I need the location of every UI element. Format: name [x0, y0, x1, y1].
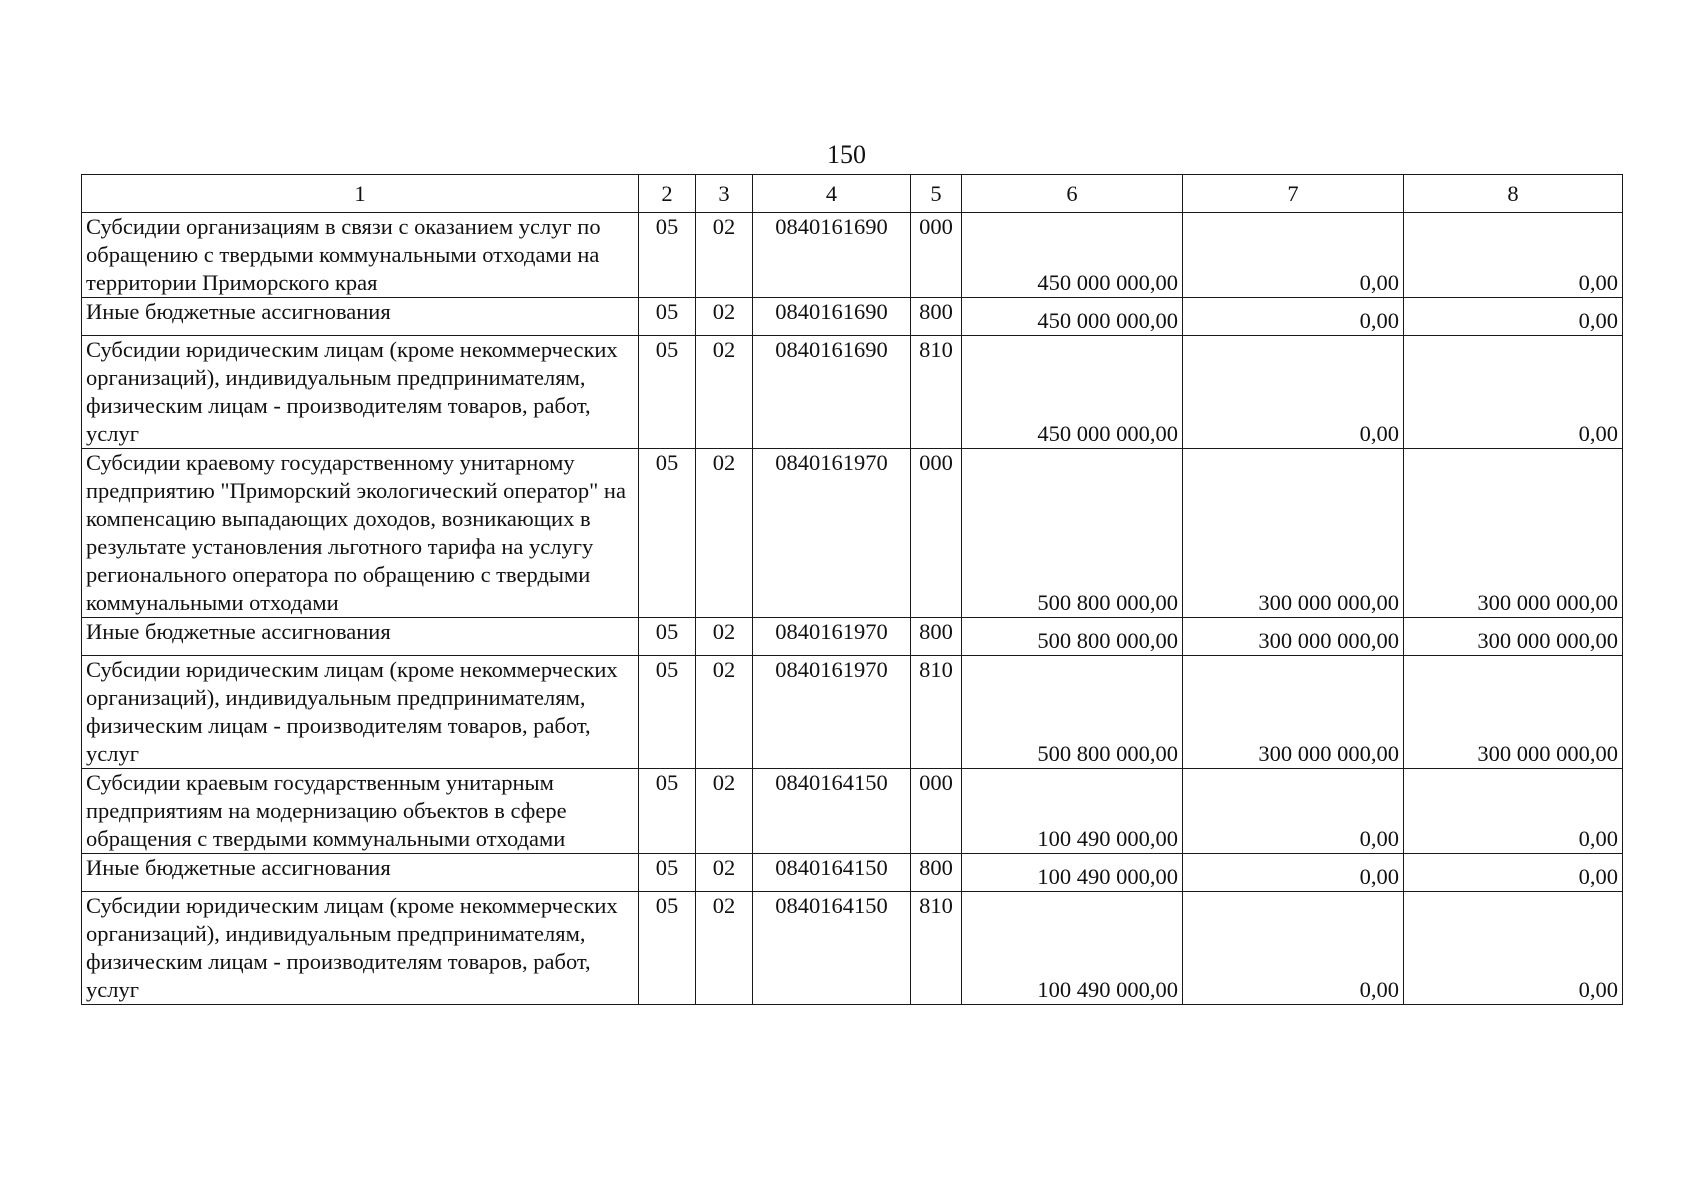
row-expense-type: 000 — [911, 449, 962, 618]
row-amount-7: 0,00 — [1183, 892, 1404, 1005]
row-section: 05 — [639, 298, 696, 336]
row-section: 05 — [639, 769, 696, 854]
row-amount-6: 450 000 000,00 — [962, 298, 1183, 336]
row-name: Субсидии юридическим лицам (кроме некоммерческих организаций), индивидуальным предпринимателям, физическим лицам - производителям товаров, работ, услуг — [82, 656, 639, 769]
row-amount-6: 100 490 000,00 — [962, 769, 1183, 854]
row-name: Субсидии организациям в связи с оказанием услуг по обращению с твердыми коммунальными отходами на территории Приморского края — [82, 213, 639, 298]
row-target-code: 0840161690 — [753, 336, 911, 449]
row-amount-7: 300 000 000,00 — [1183, 449, 1404, 618]
row-amount-7: 0,00 — [1183, 336, 1404, 449]
table-row — [82, 656, 1623, 769]
budget-table — [81, 174, 1623, 1005]
row-amount-8: 300 000 000,00 — [1404, 618, 1623, 656]
header-row — [82, 175, 1623, 213]
row-name: Иные бюджетные ассигнования — [82, 618, 639, 656]
row-expense-type: 000 — [911, 213, 962, 298]
table-row — [82, 892, 1623, 1005]
row-name: Иные бюджетные ассигнования — [82, 854, 639, 892]
row-target-code: 0840164150 — [753, 854, 911, 892]
row-amount-8: 0,00 — [1404, 336, 1623, 449]
header-col-3: 3 — [696, 175, 753, 213]
row-target-code: 0840164150 — [753, 892, 911, 1005]
row-target-code: 0840161970 — [753, 618, 911, 656]
page-number: 150 — [827, 140, 866, 169]
row-amount-6: 450 000 000,00 — [962, 213, 1183, 298]
header-col-2: 2 — [639, 175, 696, 213]
row-expense-type: 810 — [911, 656, 962, 769]
header-col-4: 4 — [753, 175, 911, 213]
row-name: Субсидии краевым государственным унитарным предприятиям на модернизацию объектов в сфере обращения с твердыми коммунальными отходами — [82, 769, 639, 854]
row-target-code: 0840161970 — [753, 449, 911, 618]
row-amount-8: 0,00 — [1404, 298, 1623, 336]
row-subsection: 02 — [696, 854, 753, 892]
row-amount-8: 0,00 — [1404, 769, 1623, 854]
row-amount-8: 300 000 000,00 — [1404, 449, 1623, 618]
row-amount-7: 300 000 000,00 — [1183, 656, 1404, 769]
row-target-code: 0840164150 — [753, 769, 911, 854]
row-amount-6: 500 800 000,00 — [962, 618, 1183, 656]
table-row — [82, 336, 1623, 449]
row-expense-type: 000 — [911, 769, 962, 854]
row-amount-6: 100 490 000,00 — [962, 892, 1183, 1005]
row-amount-7: 0,00 — [1183, 213, 1404, 298]
row-amount-8: 300 000 000,00 — [1404, 656, 1623, 769]
header-col-1: 1 — [82, 175, 639, 213]
header-col-8: 8 — [1404, 175, 1623, 213]
row-name: Субсидии юридическим лицам (кроме некоммерческих организаций), индивидуальным предпринимателям, физическим лицам - производителям товаров, работ, услуг — [82, 336, 639, 449]
row-section: 05 — [639, 449, 696, 618]
row-section: 05 — [639, 656, 696, 769]
table-row — [82, 854, 1623, 892]
row-target-code: 0840161690 — [753, 213, 911, 298]
row-subsection: 02 — [696, 336, 753, 449]
row-name: Иные бюджетные ассигнования — [82, 298, 639, 336]
row-expense-type: 800 — [911, 298, 962, 336]
row-amount-7: 0,00 — [1183, 298, 1404, 336]
row-name: Субсидии краевому государственному унитарному предприятию "Приморский экологический оператор" на компенсацию выпадающих доходов, возникающих в результате установления льготного тарифа на услугу регионального оператора по обращению с твердыми коммунальными отходами — [82, 449, 639, 618]
row-name: Субсидии юридическим лицам (кроме некоммерческих организаций), индивидуальным предпринимателям, физическим лицам - производителям товаров, работ, услуг — [82, 892, 639, 1005]
row-subsection: 02 — [696, 769, 753, 854]
table-row — [82, 449, 1623, 618]
table-row — [82, 213, 1623, 298]
row-amount-6: 100 490 000,00 — [962, 854, 1183, 892]
row-amount-8: 0,00 — [1404, 213, 1623, 298]
row-section: 05 — [639, 854, 696, 892]
header-col-5: 5 — [911, 175, 962, 213]
row-expense-type: 810 — [911, 892, 962, 1005]
row-amount-6: 450 000 000,00 — [962, 336, 1183, 449]
header-col-6: 6 — [962, 175, 1183, 213]
row-amount-7: 0,00 — [1183, 854, 1404, 892]
row-amount-6: 500 800 000,00 — [962, 449, 1183, 618]
row-subsection: 02 — [696, 213, 753, 298]
row-amount-6: 500 800 000,00 — [962, 656, 1183, 769]
row-amount-7: 300 000 000,00 — [1183, 618, 1404, 656]
row-expense-type: 800 — [911, 854, 962, 892]
row-subsection: 02 — [696, 892, 753, 1005]
row-subsection: 02 — [696, 449, 753, 618]
row-amount-8: 0,00 — [1404, 892, 1623, 1005]
row-amount-7: 0,00 — [1183, 769, 1404, 854]
table-row — [82, 298, 1623, 336]
row-target-code: 0840161970 — [753, 656, 911, 769]
table-row — [82, 618, 1623, 656]
row-subsection: 02 — [696, 618, 753, 656]
header-col-7: 7 — [1183, 175, 1404, 213]
row-expense-type: 800 — [911, 618, 962, 656]
row-target-code: 0840161690 — [753, 298, 911, 336]
row-expense-type: 810 — [911, 336, 962, 449]
row-amount-8: 0,00 — [1404, 854, 1623, 892]
row-section: 05 — [639, 213, 696, 298]
row-section: 05 — [639, 892, 696, 1005]
table-row — [82, 769, 1623, 854]
row-subsection: 02 — [696, 298, 753, 336]
row-section: 05 — [639, 336, 696, 449]
row-section: 05 — [639, 618, 696, 656]
row-subsection: 02 — [696, 656, 753, 769]
